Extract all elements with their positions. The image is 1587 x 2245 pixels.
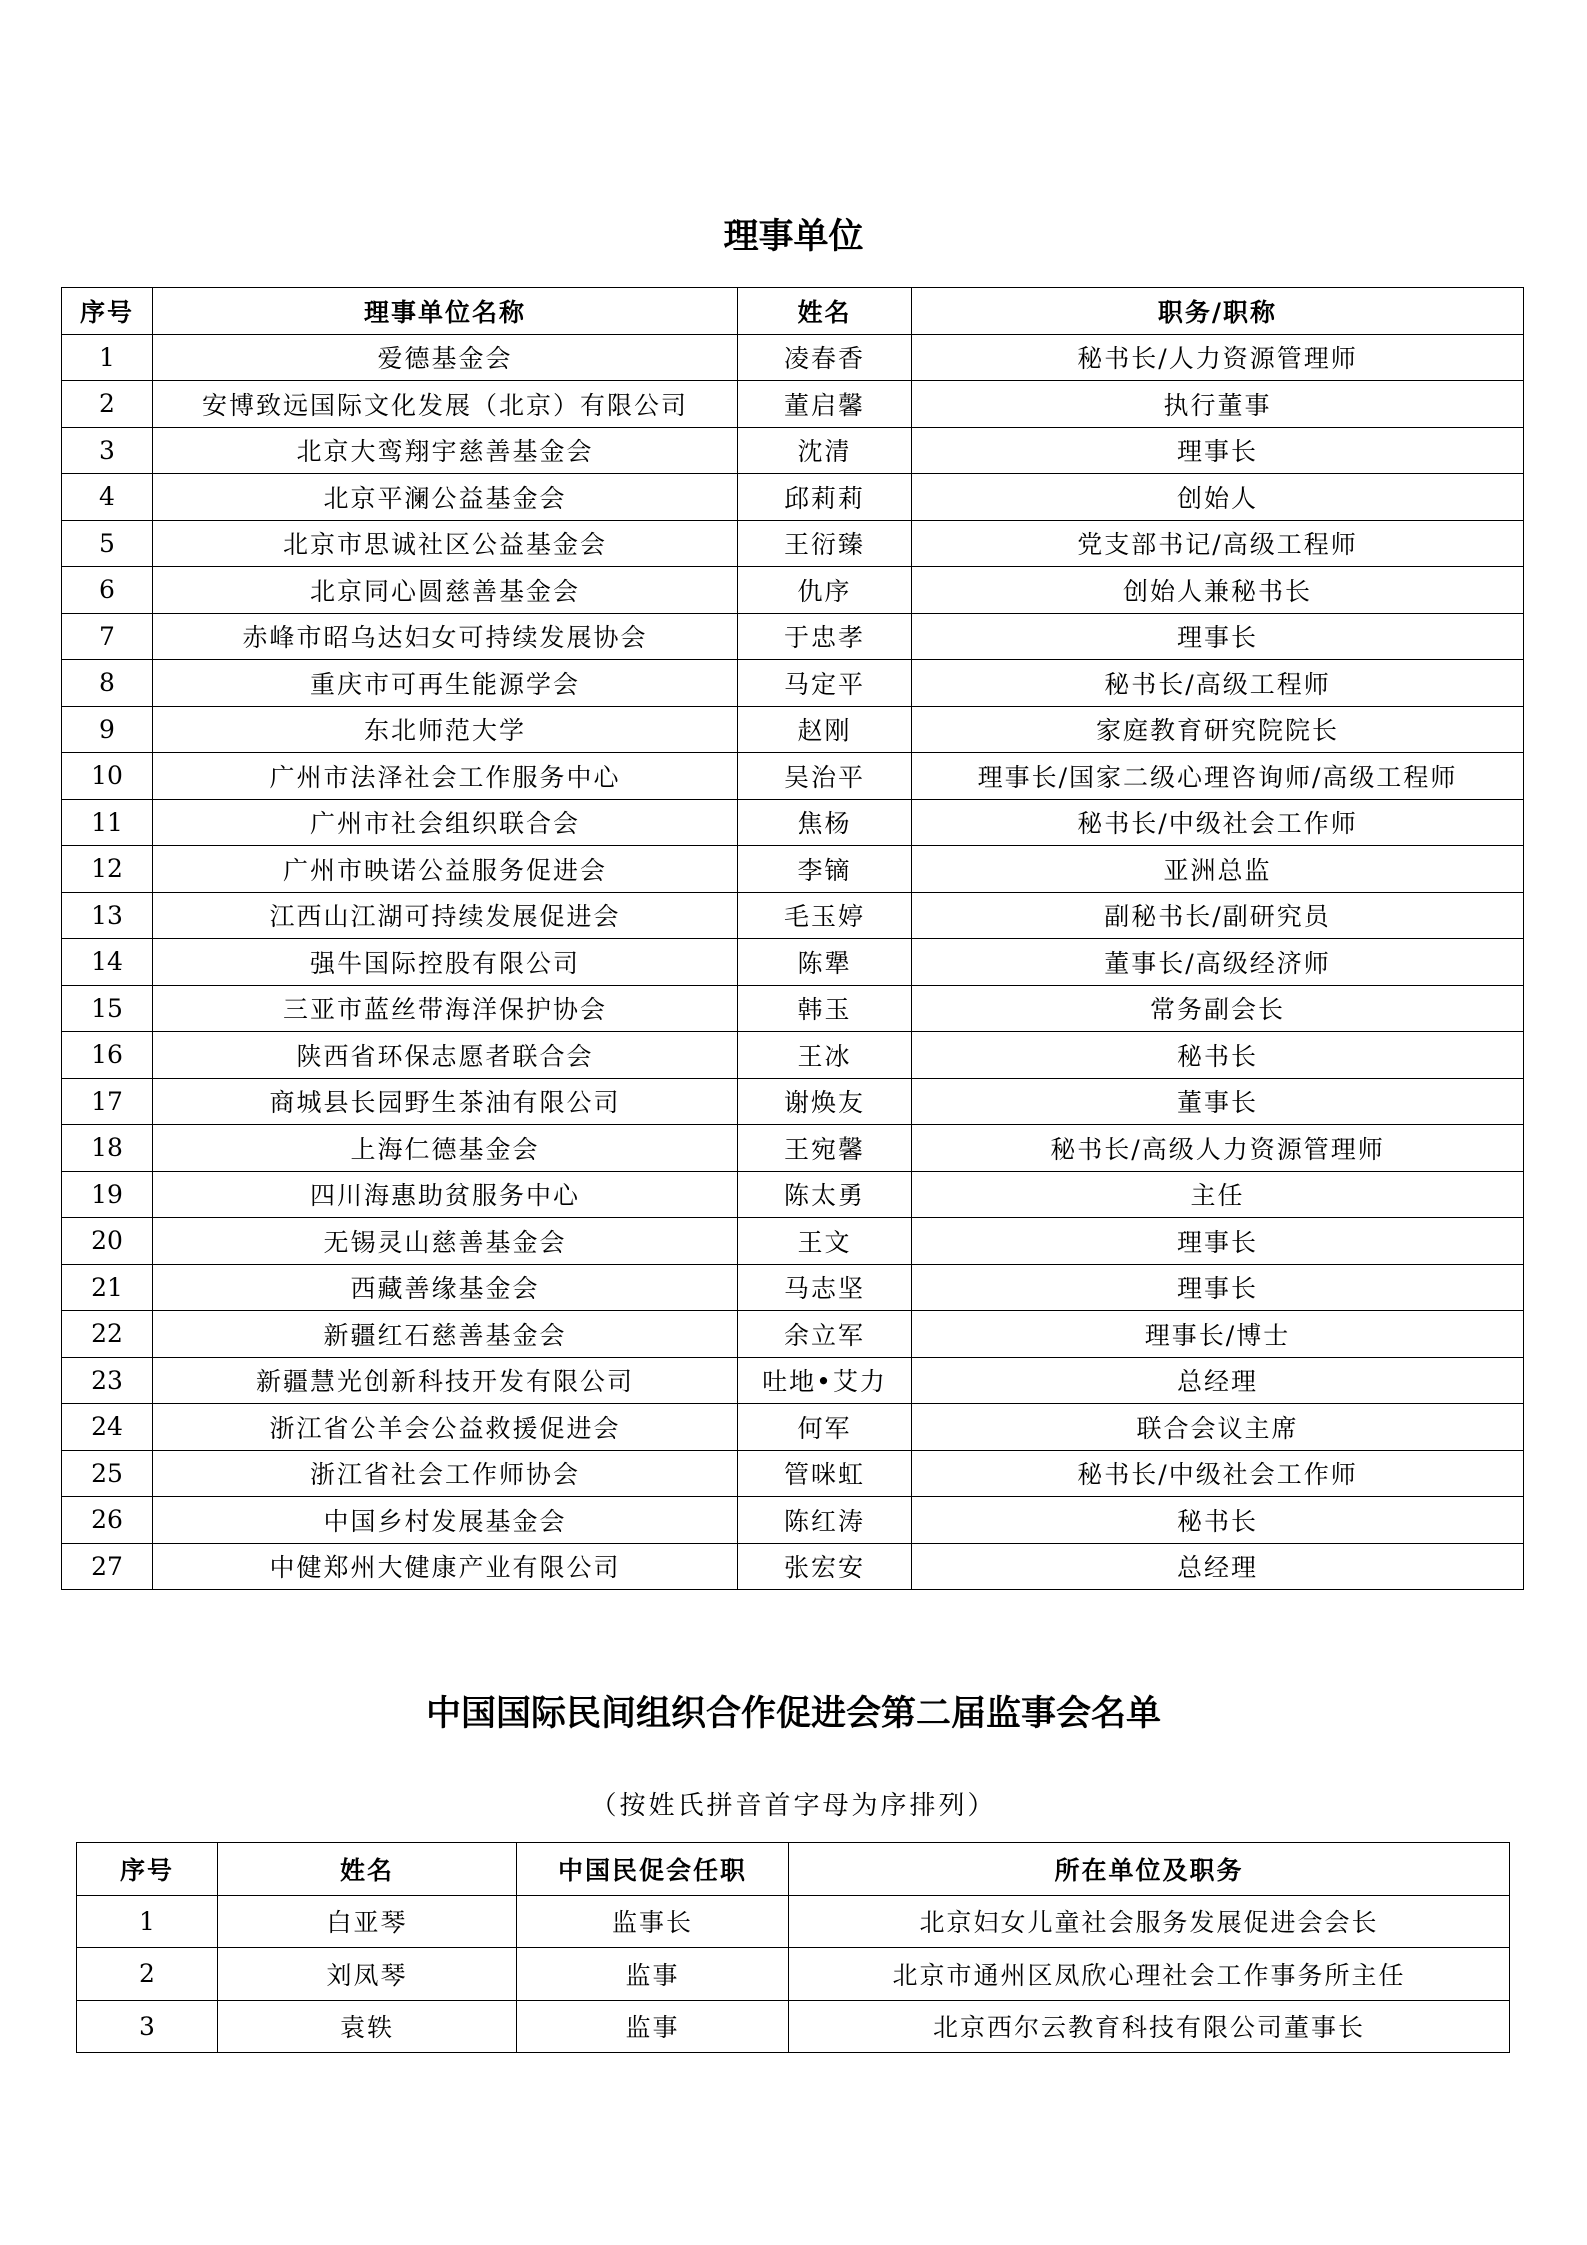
header-unit-name: 理事单位名称: [153, 288, 738, 335]
header-unit-and-position: 所在单位及职务: [789, 1843, 1510, 1896]
cell-unit-name: 新疆红石慈善基金会: [153, 1311, 738, 1358]
cell-index: 14: [62, 939, 153, 986]
cell-index: 26: [62, 1497, 153, 1544]
table-row: [62, 1264, 1524, 1311]
cell-person-name: 邱莉莉: [738, 474, 912, 521]
table-row: [62, 1543, 1524, 1590]
table-row: [62, 1171, 1524, 1218]
cell-index: 15: [62, 985, 153, 1032]
table-row: [62, 520, 1524, 567]
table-row: [77, 2000, 1510, 2053]
table-row: [77, 1895, 1510, 1948]
cell-person-name: 王宛馨: [738, 1125, 912, 1172]
header-position: 职务/职称: [912, 288, 1524, 335]
cell-unit-name: 新疆慧光创新科技开发有限公司: [153, 1357, 738, 1404]
table-row: [62, 985, 1524, 1032]
cell-position: 董事长/高级经济师: [912, 939, 1524, 986]
header-association-role: 中国民促会任职: [517, 1843, 789, 1896]
table-row: [62, 1125, 1524, 1172]
cell-person-name: 吴治平: [738, 753, 912, 800]
cell-position: 副秘书长/副研究员: [912, 892, 1524, 939]
cell-person-name: 李镝: [738, 846, 912, 893]
cell-unit-name: 无锡灵山慈善基金会: [153, 1218, 738, 1265]
cell-person-name: 马志坚: [738, 1264, 912, 1311]
table-row: [62, 1357, 1524, 1404]
cell-position: 董事长: [912, 1078, 1524, 1125]
cell-index: 5: [62, 520, 153, 567]
cell-unit-name: 安博致远国际文化发展（北京）有限公司: [153, 381, 738, 428]
cell-index: 10: [62, 753, 153, 800]
cell-position: 秘书长/人力资源管理师: [912, 334, 1524, 381]
cell-position: 主任: [912, 1171, 1524, 1218]
cell-unit-name: 中健郑州大健康产业有限公司: [153, 1543, 738, 1590]
cell-person-name: 赵刚: [738, 706, 912, 753]
cell-index: 9: [62, 706, 153, 753]
cell-position: 理事长: [912, 613, 1524, 660]
cell-unit-name: 三亚市蓝丝带海洋保护协会: [153, 985, 738, 1032]
cell-position: 理事长: [912, 427, 1524, 474]
cell-index: 12: [62, 846, 153, 893]
cell-unit-name: 爱德基金会: [153, 334, 738, 381]
header-index: 序号: [77, 1843, 218, 1896]
cell-unit-name: 北京市思诚社区公益基金会: [153, 520, 738, 567]
cell-position: 总经理: [912, 1543, 1524, 1590]
cell-unit-name: 陕西省环保志愿者联合会: [153, 1032, 738, 1079]
council-table: [61, 287, 1524, 1590]
cell-person-name: 白亚琴: [218, 1895, 517, 1948]
cell-position: 理事长: [912, 1218, 1524, 1265]
table-row: [62, 753, 1524, 800]
cell-unit-name: 上海仁德基金会: [153, 1125, 738, 1172]
cell-unit-name: 赤峰市昭乌达妇女可持续发展协会: [153, 613, 738, 660]
cell-index: 3: [77, 2000, 218, 2053]
cell-position: 联合会议主席: [912, 1404, 1524, 1451]
cell-person-name: 焦杨: [738, 799, 912, 846]
cell-position: 执行董事: [912, 381, 1524, 428]
cell-person-name: 袁轶: [218, 2000, 517, 2053]
cell-position: 亚洲总监: [912, 846, 1524, 893]
cell-person-name: 陈红涛: [738, 1497, 912, 1544]
header-person-name: 姓名: [738, 288, 912, 335]
table-row: [62, 799, 1524, 846]
cell-unit-and-position: 北京市通州区凤欣心理社会工作事务所主任: [789, 1948, 1510, 2001]
cell-index: 11: [62, 799, 153, 846]
cell-position: 创始人兼秘书长: [912, 567, 1524, 614]
cell-unit-name: 西藏善缘基金会: [153, 1264, 738, 1311]
cell-position: 秘书长/中级社会工作师: [912, 799, 1524, 846]
table-row: [62, 939, 1524, 986]
cell-person-name: 王衍臻: [738, 520, 912, 567]
table-row: [62, 1218, 1524, 1265]
supervisors-title: 中国国际民间组织合作促进会第二届监事会名单: [425, 1694, 1161, 1734]
council-title: 理事单位: [723, 217, 864, 257]
cell-association-role: 监事: [517, 2000, 789, 2053]
cell-index: 27: [62, 1543, 153, 1590]
table-row: [62, 1404, 1524, 1451]
cell-unit-name: 重庆市可再生能源学会: [153, 660, 738, 707]
cell-index: 18: [62, 1125, 153, 1172]
table-row: [62, 427, 1524, 474]
cell-unit-name: 江西山江湖可持续发展促进会: [153, 892, 738, 939]
cell-person-name: 仇序: [738, 567, 912, 614]
cell-person-name: 沈清: [738, 427, 912, 474]
cell-index: 13: [62, 892, 153, 939]
cell-index: 7: [62, 613, 153, 660]
table-row: [62, 1311, 1524, 1358]
cell-index: 23: [62, 1357, 153, 1404]
cell-unit-name: 浙江省公羊会公益救援促进会: [153, 1404, 738, 1451]
cell-person-name: 于忠孝: [738, 613, 912, 660]
cell-position: 秘书长/高级人力资源管理师: [912, 1125, 1524, 1172]
cell-unit-name: 广州市映诺公益服务促进会: [153, 846, 738, 893]
table-row: [62, 334, 1524, 381]
table-row: [62, 892, 1524, 939]
cell-unit-name: 广州市社会组织联合会: [153, 799, 738, 846]
table-row: [77, 1948, 1510, 2001]
cell-index: 17: [62, 1078, 153, 1125]
cell-person-name: 王文: [738, 1218, 912, 1265]
cell-unit-and-position: 北京妇女儿童社会服务发展促进会会长: [789, 1895, 1510, 1948]
cell-index: 3: [62, 427, 153, 474]
cell-unit-name: 北京平澜公益基金会: [153, 474, 738, 521]
table-row: [62, 1450, 1524, 1497]
table-row: [62, 660, 1524, 707]
cell-index: 6: [62, 567, 153, 614]
cell-unit-name: 北京大鸾翔宇慈善基金会: [153, 427, 738, 474]
cell-person-name: 陈犟: [738, 939, 912, 986]
cell-index: 1: [77, 1895, 218, 1948]
council-header-row: [62, 288, 1524, 335]
cell-unit-name: 北京同心圆慈善基金会: [153, 567, 738, 614]
table-row: [62, 381, 1524, 428]
cell-association-role: 监事: [517, 1948, 789, 2001]
cell-position: 理事长/博士: [912, 1311, 1524, 1358]
cell-position: 党支部书记/高级工程师: [912, 520, 1524, 567]
cell-position: 秘书长/高级工程师: [912, 660, 1524, 707]
header-person-name: 姓名: [218, 1843, 517, 1896]
cell-person-name: 董启馨: [738, 381, 912, 428]
cell-unit-name: 广州市法泽社会工作服务中心: [153, 753, 738, 800]
cell-unit-name: 商城县长园野生茶油有限公司: [153, 1078, 738, 1125]
header-index: 序号: [62, 288, 153, 335]
cell-person-name: 王冰: [738, 1032, 912, 1079]
cell-person-name: 张宏安: [738, 1543, 912, 1590]
cell-index: 2: [62, 381, 153, 428]
cell-index: 21: [62, 1264, 153, 1311]
cell-unit-name: 强牛国际控股有限公司: [153, 939, 738, 986]
table-row: [62, 1497, 1524, 1544]
cell-person-name: 谢焕友: [738, 1078, 912, 1125]
table-row: [62, 846, 1524, 893]
cell-person-name: 何军: [738, 1404, 912, 1451]
cell-index: 1: [62, 334, 153, 381]
cell-association-role: 监事长: [517, 1895, 789, 1948]
cell-index: 16: [62, 1032, 153, 1079]
cell-position: 家庭教育研究院院长: [912, 706, 1524, 753]
cell-unit-name: 东北师范大学: [153, 706, 738, 753]
cell-person-name: 余立军: [738, 1311, 912, 1358]
cell-person-name: 刘凤琴: [218, 1948, 517, 2001]
cell-unit-name: 浙江省社会工作师协会: [153, 1450, 738, 1497]
cell-person-name: 韩玉: [738, 985, 912, 1032]
cell-position: 创始人: [912, 474, 1524, 521]
table-row: [62, 1032, 1524, 1079]
cell-position: 总经理: [912, 1357, 1524, 1404]
cell-index: 4: [62, 474, 153, 521]
table-row: [62, 474, 1524, 521]
table-row: [62, 567, 1524, 614]
cell-unit-name: 中国乡村发展基金会: [153, 1497, 738, 1544]
supervisors-subtitle: （按姓氏拼音首字母为序排列）: [590, 1791, 997, 1821]
cell-person-name: 吐地•艾力: [738, 1357, 912, 1404]
cell-position: 理事长: [912, 1264, 1524, 1311]
cell-person-name: 陈太勇: [738, 1171, 912, 1218]
cell-person-name: 管咪虹: [738, 1450, 912, 1497]
cell-position: 理事长/国家二级心理咨询师/高级工程师: [912, 753, 1524, 800]
table-row: [62, 613, 1524, 660]
table-row: [62, 706, 1524, 753]
cell-index: 2: [77, 1948, 218, 2001]
cell-index: 22: [62, 1311, 153, 1358]
cell-unit-name: 四川海惠助贫服务中心: [153, 1171, 738, 1218]
cell-person-name: 马定平: [738, 660, 912, 707]
cell-index: 20: [62, 1218, 153, 1265]
cell-position: 秘书长/中级社会工作师: [912, 1450, 1524, 1497]
supervisors-table: [76, 1842, 1510, 2053]
cell-index: 19: [62, 1171, 153, 1218]
cell-person-name: 毛玉婷: [738, 892, 912, 939]
table-row: [62, 1078, 1524, 1125]
cell-index: 24: [62, 1404, 153, 1451]
cell-unit-and-position: 北京西尔云教育科技有限公司董事长: [789, 2000, 1510, 2053]
supervisors-header-row: [77, 1843, 1510, 1896]
cell-position: 常务副会长: [912, 985, 1524, 1032]
cell-index: 25: [62, 1450, 153, 1497]
cell-position: 秘书长: [912, 1497, 1524, 1544]
cell-position: 秘书长: [912, 1032, 1524, 1079]
cell-person-name: 凌春香: [738, 334, 912, 381]
cell-index: 8: [62, 660, 153, 707]
